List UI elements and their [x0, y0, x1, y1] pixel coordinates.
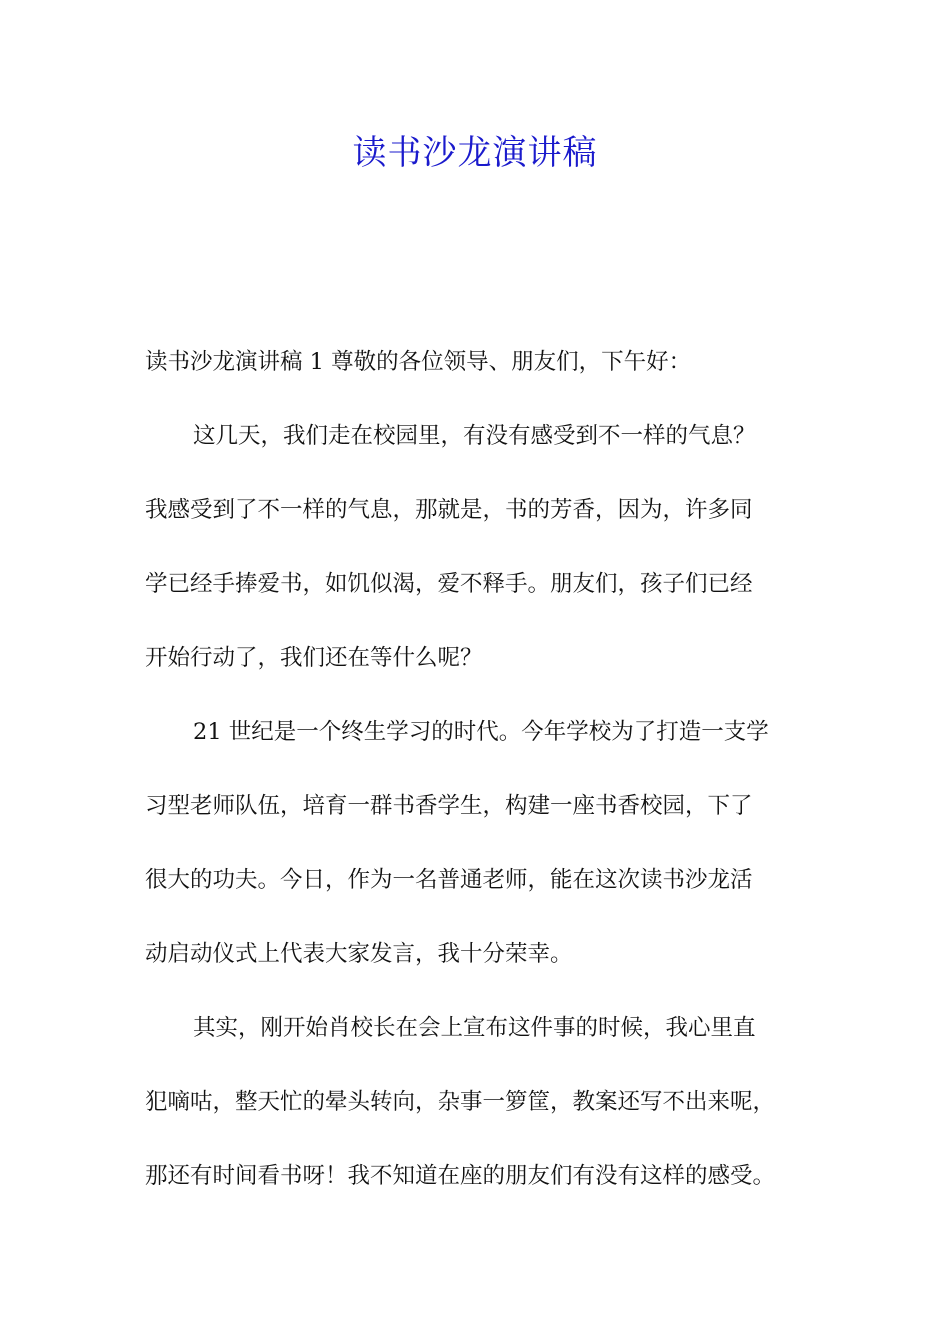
paragraph-line: 这几天，我们走在校园里，有没有感受到不一样的气息？ — [193, 423, 756, 449]
paragraph-line: 读书沙龙演讲稿 1 尊敬的各位领导、朋友们，下午好： — [145, 349, 692, 375]
paragraph-line: 其实，刚开始肖校长在会上宣布这件事的时候，我心里直 — [193, 1015, 756, 1041]
paragraph-line: 21 世纪是一个终生学习的时代。今年学校为了打造一支学 — [193, 719, 769, 745]
document-title: 读书沙龙演讲稿 — [352, 133, 598, 173]
paragraph-line: 开始行动了，我们还在等什么呢？ — [145, 645, 483, 671]
paragraph-line: 犯嘀咕，整天忙的晕头转向，杂事一箩筐，教案还写不出来呢， — [145, 1089, 776, 1115]
document-body — [145, 340, 813, 1228]
paragraph-line: 很大的功夫。今日，作为一名普通老师，能在这次读书沙龙活 — [145, 867, 753, 893]
paragraph-line: 那还有时间看书呀！我不知道在座的朋友们有没有这样的感受。 — [145, 1163, 776, 1189]
paragraph-line: 习型老师队伍，培育一群书香学生，构建一座书香校园，下了 — [145, 793, 753, 819]
paragraph-line: 学已经手捧爱书，如饥似渴，爱不释手。朋友们，孩子们已经 — [145, 571, 753, 597]
paragraph-line: 动启动仪式上代表大家发言，我十分荣幸。 — [145, 941, 573, 967]
paragraph-line: 我感受到了不一样的气息，那就是，书的芳香，因为，许多同 — [145, 497, 753, 523]
